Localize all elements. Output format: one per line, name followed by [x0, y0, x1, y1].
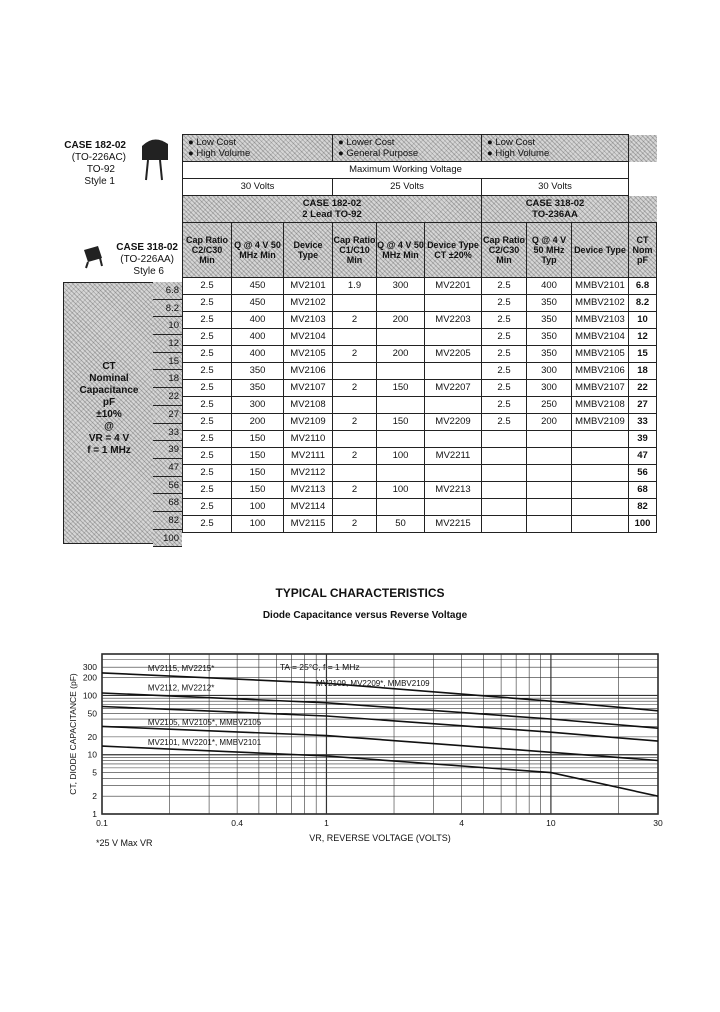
table-cell: 2.5	[183, 346, 232, 363]
table-cell: 300	[232, 397, 284, 414]
table-cell: 2.5	[482, 329, 527, 346]
table-cell	[377, 329, 425, 346]
case2-line2: (TO-226AA)	[120, 254, 174, 265]
table-cell: 2.5	[482, 295, 527, 312]
table-row	[183, 482, 657, 499]
table-cell: 2	[333, 414, 377, 431]
table-cell: 100	[377, 482, 425, 499]
table-cell: 300	[377, 278, 425, 295]
table-cell: 50	[377, 516, 425, 533]
nominal-capacitance-label: CT Nominal Capacitance pF ±10% @ VR = 4 V f = 1 MHz	[63, 282, 155, 544]
table-cell: 400	[232, 346, 284, 363]
table-cell: 350	[527, 295, 572, 312]
table-cell	[425, 465, 482, 482]
nominal-value: 100	[153, 530, 182, 548]
table-cell: 200	[232, 414, 284, 431]
x-tick-label: 1	[324, 818, 329, 828]
nominal-value: 39	[153, 441, 182, 459]
table-cell: MV2106	[284, 363, 333, 380]
table-cell: MV2213	[425, 482, 482, 499]
table-cell: 100	[232, 499, 284, 516]
table-cell	[572, 516, 629, 533]
table-cell: 350	[232, 363, 284, 380]
table-cell: 47	[629, 448, 657, 465]
table-cell: 250	[527, 397, 572, 414]
table-cell: MV2104	[284, 329, 333, 346]
x-tick-label: 10	[546, 818, 556, 828]
nominal-value: 27	[153, 406, 182, 424]
footnote: *25 V Max VR	[96, 838, 153, 848]
table-cell	[527, 448, 572, 465]
table-cell: 2.5	[482, 380, 527, 397]
series-label: MV2115, MV2215*	[147, 663, 215, 673]
chart-subtitle: Diode Capacitance versus Reverse Voltage	[262, 610, 468, 621]
table-cell: 2.5	[482, 312, 527, 329]
table-cell	[377, 431, 425, 448]
table-cell: 2.5	[482, 397, 527, 414]
table-cell: 350	[232, 380, 284, 397]
table-row	[183, 312, 657, 329]
table-cell: 2	[333, 312, 377, 329]
y-tick-label: 5	[92, 767, 97, 778]
table-cell	[572, 431, 629, 448]
table-cell: 300	[527, 363, 572, 380]
case2-title: CASE 318-02	[116, 242, 178, 253]
table-cell: MV2113	[284, 482, 333, 499]
col-header-4: Cap Ratio C1/C10 Min	[333, 223, 377, 278]
table-cell: 2	[333, 380, 377, 397]
table-row	[183, 499, 657, 516]
nominal-value: 15	[153, 353, 182, 371]
nominal-value: 22	[153, 388, 182, 406]
table-row	[183, 363, 657, 380]
table-cell: 8.2	[629, 295, 657, 312]
table-cell: 2.5	[482, 346, 527, 363]
table-cell: 22	[629, 380, 657, 397]
col-header-2: Q @ 4 V 50 MHz Min	[232, 223, 284, 278]
table-cell	[572, 499, 629, 516]
table-row	[183, 295, 657, 312]
nominal-value: 10	[153, 317, 182, 335]
table-cell: MV2105	[284, 346, 333, 363]
table-cell: 350	[527, 329, 572, 346]
table-cell	[333, 499, 377, 516]
x-tick-label: 0.4	[231, 818, 244, 828]
chart-annotation: TA = 25°C, f = 1 MHz	[279, 662, 360, 672]
table-cell: 2	[333, 482, 377, 499]
table-cell: 2.5	[183, 482, 232, 499]
table-cell: MV2103	[284, 312, 333, 329]
y-tick-label: 200	[82, 672, 97, 683]
table-cell: 350	[527, 346, 572, 363]
table-cell: MV2114	[284, 499, 333, 516]
package-a-header: CASE 182-02 2 Lead TO-92	[183, 196, 482, 223]
table-cell	[425, 499, 482, 516]
table-cell	[527, 431, 572, 448]
case1-line2: (TO-226AC)	[71, 152, 126, 163]
table-cell	[527, 465, 572, 482]
table-cell	[425, 363, 482, 380]
table-cell: 33	[629, 414, 657, 431]
table-cell: 2.5	[183, 465, 232, 482]
table-cell: 2.5	[183, 516, 232, 533]
table-cell	[482, 499, 527, 516]
col-header-5: Q @ 4 V 50 MHz Min	[377, 223, 425, 278]
table-cell: 39	[629, 431, 657, 448]
table-cell	[377, 499, 425, 516]
group-c-voltage: 30 Volts	[482, 179, 629, 196]
table-cell: 100	[629, 516, 657, 533]
nominal-value: 47	[153, 459, 182, 477]
table-cell	[527, 482, 572, 499]
col-header-8: Q @ 4 V 50 MHz Typ	[527, 223, 572, 278]
table-cell: 350	[527, 312, 572, 329]
table-cell: MMBV2109	[572, 414, 629, 431]
group-a-voltage: 30 Volts	[183, 179, 333, 196]
table-cell: 27	[629, 397, 657, 414]
table-cell: MV2201	[425, 278, 482, 295]
table-cell: 18	[629, 363, 657, 380]
table-cell: 2.5	[482, 414, 527, 431]
table-cell: 2	[333, 346, 377, 363]
table-row	[183, 448, 657, 465]
table-row	[183, 380, 657, 397]
sot23-package-icon	[80, 242, 106, 270]
table-cell: 2.5	[183, 431, 232, 448]
table-cell	[482, 482, 527, 499]
table-cell: 2.5	[183, 397, 232, 414]
table-cell	[482, 465, 527, 482]
col-header-6: Device Type CT ±20%	[425, 223, 482, 278]
y-tick-label: 100	[82, 690, 97, 701]
nominal-value: 8.2	[153, 300, 182, 318]
table-cell: MMBV2102	[572, 295, 629, 312]
table-cell	[333, 397, 377, 414]
table-cell: 100	[377, 448, 425, 465]
table-cell: MV2203	[425, 312, 482, 329]
table-cell	[377, 295, 425, 312]
y-axis-label: CT, DIODE CAPACITANCE (pF)	[68, 673, 78, 795]
table-cell: 2.5	[183, 312, 232, 329]
table-row	[183, 346, 657, 363]
table-cell	[333, 295, 377, 312]
series-label: MV2105, MV2105*, MMBV2105	[147, 717, 262, 727]
group-b-voltage: 25 Volts	[333, 179, 482, 196]
table-cell: MMBV2103	[572, 312, 629, 329]
table-cell: MV2112	[284, 465, 333, 482]
table-cell: 150	[232, 465, 284, 482]
table-row	[183, 329, 657, 346]
x-tick-label: 4	[459, 818, 464, 828]
table-cell	[377, 465, 425, 482]
table-cell: 2.5	[183, 414, 232, 431]
max-voltage-label: Maximum Working Voltage	[183, 162, 629, 179]
y-tick-label: 2	[92, 791, 97, 802]
col-header-3: Device Type	[284, 223, 333, 278]
table-cell: MV2115	[284, 516, 333, 533]
table-cell: MV2211	[425, 448, 482, 465]
table-cell: 2.5	[482, 278, 527, 295]
nominal-value: 82	[153, 512, 182, 530]
table-cell: 150	[232, 482, 284, 499]
table-cell: MV2215	[425, 516, 482, 533]
package-b-header: CASE 318-02 TO-236AA	[482, 196, 629, 223]
table-cell	[482, 431, 527, 448]
x-tick-label: 30	[653, 818, 663, 828]
table-cell	[333, 431, 377, 448]
capacitance-chart	[60, 640, 680, 860]
table-row	[183, 516, 657, 533]
table-cell: MV2107	[284, 380, 333, 397]
section-title: TYPICAL CHARACTERISTICS	[275, 586, 445, 600]
table-cell: 450	[232, 278, 284, 295]
table-cell	[425, 397, 482, 414]
table-cell	[425, 431, 482, 448]
table-cell: 150	[232, 431, 284, 448]
table-cell: 400	[232, 329, 284, 346]
table-cell: 2.5	[183, 499, 232, 516]
table-cell: 2.5	[183, 363, 232, 380]
table-cell: 2.5	[482, 363, 527, 380]
table-cell	[572, 448, 629, 465]
y-tick-label: 10	[87, 749, 97, 760]
table-cell	[482, 448, 527, 465]
table-cell: 150	[232, 448, 284, 465]
table-cell	[425, 329, 482, 346]
table-cell	[572, 465, 629, 482]
table-cell: 150	[377, 414, 425, 431]
table-cell: 15	[629, 346, 657, 363]
table-cell	[572, 482, 629, 499]
table-cell: 2	[333, 448, 377, 465]
table-cell: 56	[629, 465, 657, 482]
table-cell: MMBV2104	[572, 329, 629, 346]
table-cell: 200	[527, 414, 572, 431]
table-cell: 2.5	[183, 278, 232, 295]
table-cell: 2.5	[183, 380, 232, 397]
table-cell: 1.9	[333, 278, 377, 295]
table-cell	[482, 516, 527, 533]
table-cell: 82	[629, 499, 657, 516]
table-row	[183, 414, 657, 431]
case1-title: CASE 182-02	[64, 140, 126, 151]
table-cell: MV2111	[284, 448, 333, 465]
table-cell: MV2102	[284, 295, 333, 312]
table-cell: 400	[527, 278, 572, 295]
table-cell: MMBV2106	[572, 363, 629, 380]
table-cell: MV2205	[425, 346, 482, 363]
nominal-value: 68	[153, 494, 182, 512]
table-cell	[425, 295, 482, 312]
table-cell: MV2108	[284, 397, 333, 414]
case1-line3: TO-92	[86, 164, 115, 175]
col-header-1: Cap Ratio C2/C30 Min	[183, 223, 232, 278]
table-cell: MV2101	[284, 278, 333, 295]
table-cell: MMBV2107	[572, 380, 629, 397]
col-header-10: CT Nom pF	[629, 223, 657, 278]
table-cell: MV2110	[284, 431, 333, 448]
table-cell	[377, 397, 425, 414]
table-cell: 6.8	[629, 278, 657, 295]
col-header-7: Cap Ratio C2/C30 Min	[482, 223, 527, 278]
table-cell	[527, 516, 572, 533]
table-cell: MMBV2101	[572, 278, 629, 295]
y-tick-label: 50	[87, 708, 97, 719]
table-cell: 2	[333, 516, 377, 533]
table-cell: 12	[629, 329, 657, 346]
x-axis-label: VR, REVERSE VOLTAGE (VOLTS)	[309, 833, 451, 843]
table-cell: 450	[232, 295, 284, 312]
table-cell	[333, 329, 377, 346]
series-label: MV2112, MV2212*	[147, 683, 215, 693]
table-cell	[377, 363, 425, 380]
table-cell	[333, 363, 377, 380]
y-tick-label: 20	[87, 731, 97, 742]
nominal-value: 18	[153, 370, 182, 388]
table-cell: 150	[377, 380, 425, 397]
case1-line4: Style 1	[84, 176, 115, 187]
table-cell: 68	[629, 482, 657, 499]
nominal-value: 6.8	[153, 282, 182, 300]
group-a-features: ● Low Cost ● High Volume	[183, 135, 333, 162]
case2-line3: Style 6	[133, 266, 164, 277]
table-cell: MMBV2105	[572, 346, 629, 363]
table-cell: MV2209	[425, 414, 482, 431]
nominal-value: 33	[153, 424, 182, 442]
table-cell: MMBV2108	[572, 397, 629, 414]
y-tick-label: 1	[92, 809, 97, 819]
nominal-value: 12	[153, 335, 182, 353]
table-cell	[527, 499, 572, 516]
series-label: MV2109, MV2209*, MMBV2109	[316, 678, 430, 688]
table-cell: 300	[527, 380, 572, 397]
group-c-features: ● Low Cost ● High Volume	[482, 135, 629, 162]
col-header-9: Device Type	[572, 223, 629, 278]
y-tick-label: 300	[82, 662, 97, 673]
table-cell: 10	[629, 312, 657, 329]
table-row	[183, 397, 657, 414]
table-cell: 400	[232, 312, 284, 329]
group-b-features: ● Lower Cost ● General Purpose	[333, 135, 482, 162]
table-row	[183, 465, 657, 482]
selection-table	[182, 134, 657, 533]
table-cell: MV2207	[425, 380, 482, 397]
table-cell: 200	[377, 346, 425, 363]
nominal-value: 56	[153, 477, 182, 495]
series-label: MV2101, MV2201*, MMBV2101	[147, 738, 262, 748]
x-tick-label: 0.1	[96, 818, 108, 828]
table-cell	[333, 465, 377, 482]
to92-package-icon	[132, 132, 178, 182]
table-cell: 200	[377, 312, 425, 329]
table-row	[183, 431, 657, 448]
table-cell: 2.5	[183, 448, 232, 465]
table-cell: 2.5	[183, 295, 232, 312]
nominal-values-column	[153, 282, 182, 547]
table-cell: MV2109	[284, 414, 333, 431]
table-row	[183, 278, 657, 295]
table-cell: 2.5	[183, 329, 232, 346]
table-cell: 100	[232, 516, 284, 533]
